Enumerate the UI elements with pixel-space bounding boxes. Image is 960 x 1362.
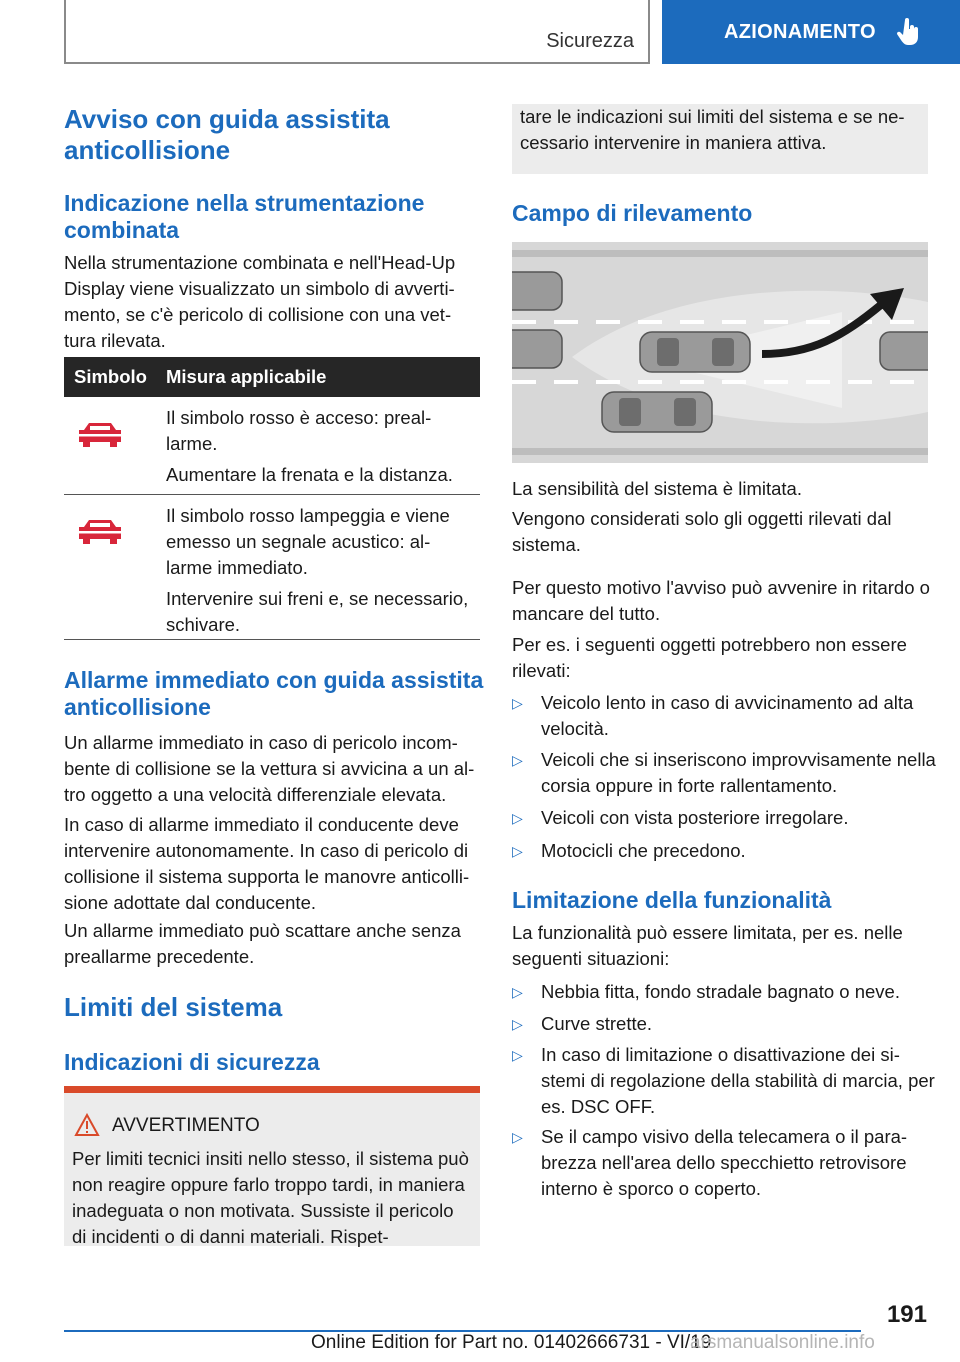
bullet-triangle-icon: ▷ xyxy=(512,752,523,768)
page-title: Avviso con guida assistita anticollisione xyxy=(64,104,390,165)
bullet-triangle-icon: ▷ xyxy=(512,843,523,859)
heading-system-limits: Limiti del sistema xyxy=(64,992,283,1022)
car-warning-flashing-icon xyxy=(76,517,124,547)
paragraph-delay: Per questo motivo l'avviso può avvenire in ritardo o mancare del tutto. xyxy=(512,577,930,624)
paragraph-immediate-2: In caso di allarme immediato il conducente deve intervenire autonomamente. In caso di pericolo di collisione il sistema supporta le manovre anticolli-sione adottate dal conducente. xyxy=(64,814,470,913)
bullet-triangle-icon: ▷ xyxy=(512,1016,523,1032)
bullet-triangle-icon: ▷ xyxy=(512,1129,523,1145)
paragraph-not-detected: Per es. i seguenti oggetti potrebbero non essere rilevati: xyxy=(512,634,907,681)
detection-field-illustration xyxy=(512,242,928,463)
row2-text-b: Intervenire sui freni e, se necessario, schivare. xyxy=(166,588,469,635)
paragraph-indicator: Nella strumentazione combinata e nell'Head-Up Display viene visualizzato un simbolo di avverti-mento, se c'è pericolo di collisione con una vet-tura rilevata. xyxy=(64,252,456,351)
warning-text: Per limiti tecnici insiti nello stesso, il sistema può non reagire oppure farlo troppo tardi, in maniera inadeguata o non motivata. Sussiste il pericolo di incidenti o di danni materiali. Rispet- xyxy=(72,1148,469,1247)
paragraph-sensitivity: La sensibilità del sistema è limitata. xyxy=(512,478,802,499)
warning-title: AVVERTIMENTO xyxy=(112,1115,260,1136)
heading-detection-field: Campo di rilevamento xyxy=(512,200,753,226)
header-tab-azionamento[interactable] xyxy=(662,0,960,64)
header-section-label[interactable]: Sicurezza xyxy=(546,30,634,52)
table-col-symbol: Simbolo xyxy=(74,366,147,387)
warning-continuation-text: tare le indicazioni sui limiti del sistema e se ne-cessario intervenire in maniera attiva. xyxy=(520,106,905,153)
header-separator xyxy=(648,0,650,64)
car-warning-icon xyxy=(76,420,124,450)
footer-edition: Online Edition for Part no. 01402666731 - VI/19 xyxy=(311,1332,712,1353)
bullet-triangle-icon: ▷ xyxy=(512,1047,523,1063)
row2-text-a: Il simbolo rosso lampeggia e viene emesso un segnale acustico: al-larme immediato. xyxy=(166,505,450,578)
page-number: 191 xyxy=(886,1301,927,1328)
paragraph-objects: Vengono considerati solo gli oggetti rilevati dal sistema. xyxy=(512,508,892,555)
paragraph-immediate-1: Un allarme immediato in caso di pericolo incom-bente di collisione se la vettura si avvicina a un al-tro oggetto a una velocità differenziale elevata. xyxy=(64,732,475,805)
pointing-hand-icon xyxy=(896,18,920,46)
heading-safety-notes: Indicazioni di sicurezza xyxy=(64,1049,320,1075)
heading-immediate-alarm: Allarme immediato con guida assistita anticollisione xyxy=(64,667,484,720)
table-col-measure: Misura applicabile xyxy=(166,366,327,387)
warning-triangle-icon xyxy=(74,1113,100,1137)
warning-bar xyxy=(64,1086,480,1093)
bullet-triangle-icon: ▷ xyxy=(512,810,523,826)
header-rule-left xyxy=(64,0,66,64)
heading-function-limits: Limitazione della funzionalità xyxy=(512,887,832,913)
table-bottom-rule xyxy=(64,639,480,640)
paragraph-function-limits: La funzionalità può essere limitata, per es. nelle seguenti situazioni: xyxy=(512,922,903,969)
row1-text-a: Il simbolo rosso è acceso: preal-larme. xyxy=(166,407,432,454)
heading-cluster-indicator: Indicazione nella strumentazione combinata xyxy=(64,190,425,243)
header-tab-label: AZIONAMENTO xyxy=(724,20,876,43)
bullet-triangle-icon: ▷ xyxy=(512,695,523,711)
header-rule-bottom xyxy=(64,62,650,64)
table-header xyxy=(64,357,480,397)
bullet-triangle-icon: ▷ xyxy=(512,984,523,1000)
footer-watermark: arsmanualsonline.info xyxy=(690,1332,875,1353)
paragraph-immediate-3: Un allarme immediato può scattare anche senza preallarme precedente. xyxy=(64,920,461,967)
row1-text-b: Aumentare la frenata e la distanza. xyxy=(166,464,453,485)
table-row-divider xyxy=(64,494,480,495)
